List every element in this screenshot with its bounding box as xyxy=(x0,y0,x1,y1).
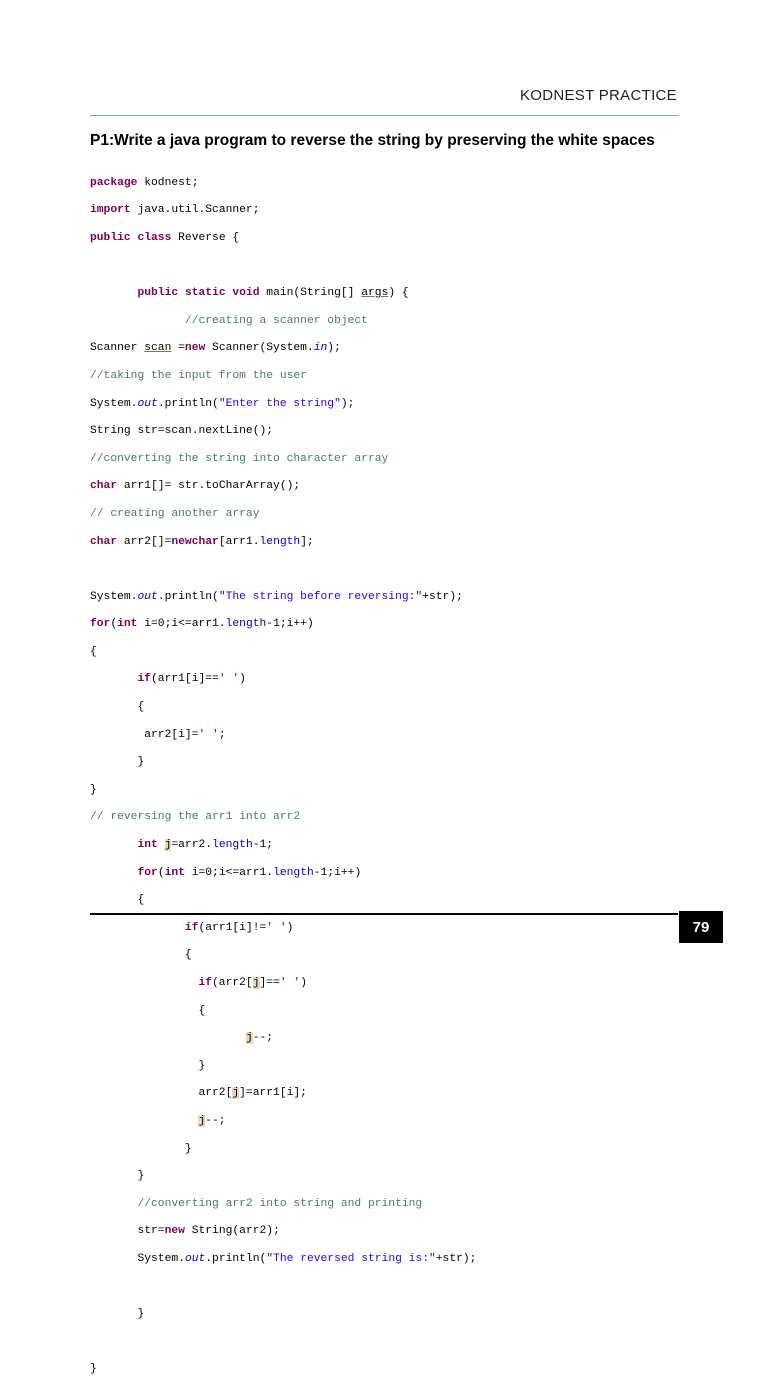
comment: // creating another array xyxy=(90,507,260,520)
code-text: str= xyxy=(137,1225,165,1238)
code-line xyxy=(90,784,476,798)
code-text: arr2[i]= xyxy=(137,728,199,741)
code-line xyxy=(90,480,476,494)
code-line xyxy=(90,673,476,687)
keyword: char xyxy=(90,480,118,493)
code-line-blank xyxy=(90,260,476,274)
code-text: i=0;i<=arr1. xyxy=(184,866,274,879)
code-text: ]; xyxy=(300,535,314,548)
code-text: String(arr2); xyxy=(184,1225,280,1238)
code-text: } xyxy=(137,1308,145,1321)
comment: // reversing the arr1 into arr2 xyxy=(90,811,301,824)
code-text: (arr1[i]!= xyxy=(198,921,267,934)
code-text: Scanner xyxy=(90,342,145,355)
code-line xyxy=(90,1060,476,1074)
code-line xyxy=(90,370,476,384)
code-text: { xyxy=(90,645,97,658)
code-line xyxy=(90,1087,476,1101)
code-line xyxy=(90,1308,476,1322)
variable-highlight: j xyxy=(164,839,172,852)
code-line xyxy=(90,1005,476,1019)
code-text: ) { xyxy=(388,287,409,300)
keyword: new xyxy=(171,535,192,548)
keyword: char xyxy=(191,535,219,548)
code-line xyxy=(90,508,476,522)
string-literal: ' ' xyxy=(279,977,301,990)
static-field: in xyxy=(313,342,328,355)
code-text: } xyxy=(90,783,97,796)
code-line xyxy=(90,701,476,715)
code-line xyxy=(90,425,476,439)
header-title: KODNEST PRACTICE xyxy=(519,87,677,104)
code-line-blank xyxy=(90,1336,476,1350)
keyword: class xyxy=(137,231,172,244)
code-text: ); xyxy=(327,342,341,355)
keyword: static xyxy=(184,287,226,300)
code-line xyxy=(90,1170,476,1184)
code-line xyxy=(90,315,476,329)
code-line xyxy=(90,536,476,550)
code-text: +str); xyxy=(435,1252,477,1265)
variable-highlight: j xyxy=(245,1032,253,1045)
comment: //converting arr2 into string and printing xyxy=(137,1197,423,1210)
code-text: arr2[]= xyxy=(117,535,172,548)
string-literal: ' ' xyxy=(266,921,287,934)
code-text: arr2[ xyxy=(198,1087,233,1100)
code-line xyxy=(90,949,476,963)
code-text: } xyxy=(137,1170,145,1183)
code-text: java.util.Scanner; xyxy=(130,204,260,217)
keyword: if xyxy=(198,977,213,990)
code-text: i=0;i<=arr1. xyxy=(137,618,226,631)
code-line xyxy=(90,977,476,991)
code-text: Scanner(System. xyxy=(205,342,314,355)
keyword: public xyxy=(90,231,131,244)
code-text: ]== xyxy=(259,977,280,990)
code-text: arr1[]= str.toCharArray(); xyxy=(117,480,301,493)
comment: //taking the input from the user xyxy=(90,369,307,382)
code-text: System. xyxy=(90,397,138,410)
code-text: -1;i++) xyxy=(313,866,362,879)
keyword: for xyxy=(137,866,158,879)
string-literal: ' ' xyxy=(198,728,219,741)
code-line xyxy=(90,287,476,301)
code-text: ) xyxy=(300,977,307,990)
code-text: System. xyxy=(137,1252,185,1265)
keyword: if xyxy=(137,673,152,686)
code-text: } xyxy=(184,1142,192,1155)
field: length xyxy=(225,618,267,631)
code-line xyxy=(90,1225,476,1239)
code-line xyxy=(90,811,476,825)
static-field: out xyxy=(184,1252,206,1265)
string-literal: "The reversed string is:" xyxy=(266,1252,436,1265)
keyword: import xyxy=(90,204,131,217)
code-text: (arr2[ xyxy=(212,977,253,990)
comment: //converting the string into character array xyxy=(90,452,389,465)
code-line xyxy=(90,342,476,356)
code-text: +str); xyxy=(422,590,463,603)
code-text: ) xyxy=(239,673,246,686)
code-line xyxy=(90,646,476,660)
code-line xyxy=(90,398,476,412)
code-text: ); xyxy=(340,397,355,410)
code-line xyxy=(90,1198,476,1212)
code-line xyxy=(90,839,476,853)
field: length xyxy=(273,866,314,879)
footer-rule xyxy=(90,913,678,915)
string-literal: "Enter the string" xyxy=(218,397,341,410)
code-text: ) xyxy=(286,921,294,934)
keyword: public xyxy=(137,287,179,300)
keyword: int xyxy=(117,618,138,631)
code-line xyxy=(90,591,476,605)
code-text: main(String[] xyxy=(259,287,362,300)
keyword: for xyxy=(90,618,111,631)
code-text: .println( xyxy=(157,397,219,410)
code-line xyxy=(90,1115,476,1129)
code-line xyxy=(90,922,476,936)
page-number: 79 xyxy=(679,911,723,943)
code-text: String str=scan.nextLine(); xyxy=(90,425,274,438)
keyword: new xyxy=(164,1225,185,1238)
static-field: out xyxy=(137,397,158,410)
comment: //creating a scanner object xyxy=(184,314,368,327)
keyword: package xyxy=(90,176,138,189)
code-text: --; xyxy=(205,1114,226,1127)
code-text: ( xyxy=(110,618,118,631)
keyword: void xyxy=(232,287,260,300)
code-text: [arr1. xyxy=(218,535,260,548)
code-text: } xyxy=(137,756,145,769)
code-text: } xyxy=(198,1059,206,1072)
code-text: System. xyxy=(90,590,138,603)
code-text: = xyxy=(171,342,185,355)
code-line xyxy=(90,204,476,218)
code-line xyxy=(90,729,476,743)
keyword: int xyxy=(137,839,158,852)
field: length xyxy=(212,839,253,852)
code-text: .println( xyxy=(157,590,219,603)
code-line-blank xyxy=(90,1281,476,1295)
code-text: args xyxy=(361,287,389,300)
code-line xyxy=(90,453,476,467)
code-text: { xyxy=(137,894,145,907)
keyword: char xyxy=(90,535,118,548)
keyword: if xyxy=(184,921,199,934)
header-rule xyxy=(90,115,679,116)
code-line xyxy=(90,894,476,908)
string-literal: "The string before reversing:" xyxy=(218,590,423,603)
code-text: kodnest; xyxy=(137,176,199,189)
code-text: ]=arr1[i]; xyxy=(239,1087,307,1100)
code-line xyxy=(90,177,476,191)
code-text: ; xyxy=(218,728,226,741)
keyword: int xyxy=(164,866,185,879)
code-text: (arr1[i]== xyxy=(151,673,219,686)
variable-highlight: j xyxy=(198,1114,206,1127)
code-line xyxy=(90,1032,476,1046)
keyword: new xyxy=(184,342,206,355)
variable-highlight: j xyxy=(252,977,260,990)
problem-heading: P1:Write a java program to reverse the string by preserving the white spaces xyxy=(90,132,655,149)
code-line-blank xyxy=(90,563,476,577)
code-block xyxy=(90,163,476,1391)
code-text: --; xyxy=(252,1032,274,1045)
code-text: { xyxy=(184,949,192,962)
string-literal: ' ' xyxy=(218,673,240,686)
code-line xyxy=(90,618,476,632)
code-text: -1; xyxy=(252,839,274,852)
code-line xyxy=(90,1143,476,1157)
code-text: ( xyxy=(157,866,165,879)
code-line xyxy=(90,756,476,770)
code-text: -1;i++) xyxy=(266,618,314,631)
indent xyxy=(90,287,137,299)
variable-highlight: j xyxy=(232,1087,240,1100)
code-text: { xyxy=(137,701,145,714)
code-text: scan xyxy=(144,342,172,355)
code-text: Reverse { xyxy=(171,231,240,244)
static-field: out xyxy=(137,590,158,603)
code-line xyxy=(90,1253,476,1267)
code-text: =arr2. xyxy=(171,839,213,852)
code-line xyxy=(90,867,476,881)
code-text: } xyxy=(90,1363,97,1376)
code-text: .println( xyxy=(205,1252,267,1265)
code-line xyxy=(90,1363,476,1377)
code-line xyxy=(90,232,476,246)
code-text: { xyxy=(198,1004,206,1017)
field: length xyxy=(259,535,301,548)
